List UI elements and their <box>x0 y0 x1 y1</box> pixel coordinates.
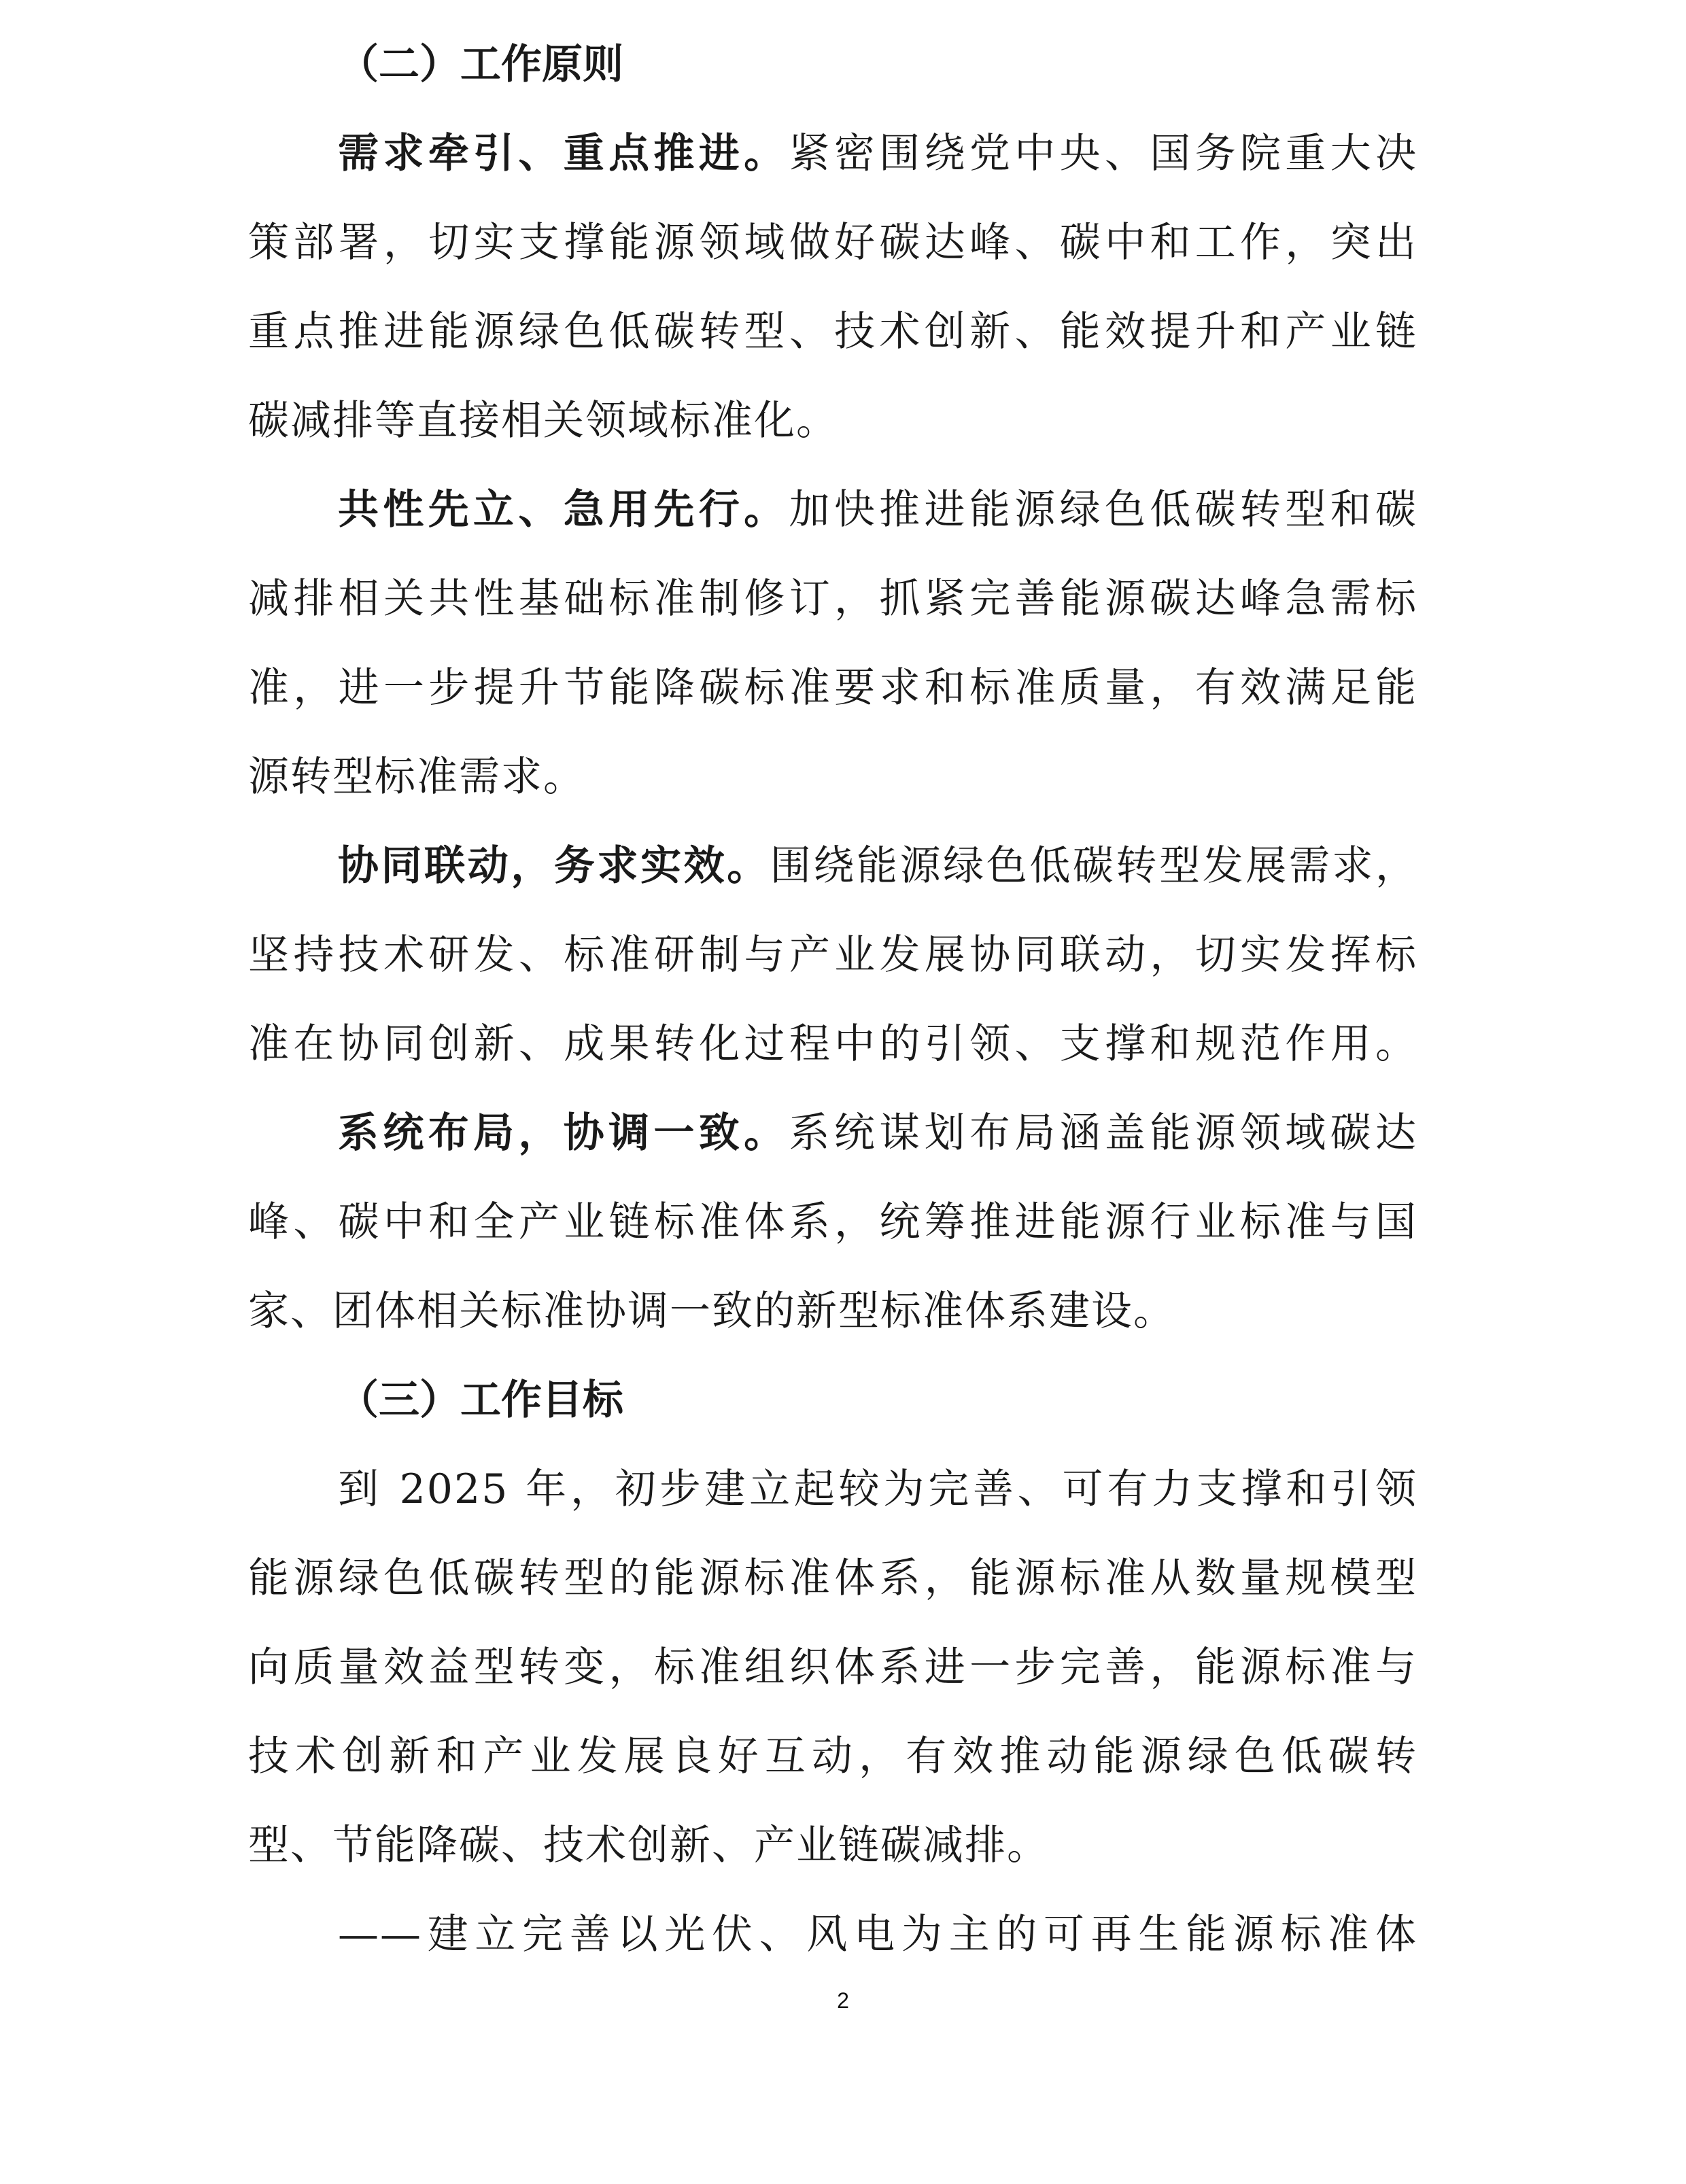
text-line: 技术创新和产业发展良好互动，有效推动能源绿色低碳转 <box>248 1733 1417 1780</box>
text-line: 源转型标准需求。 <box>248 753 585 801</box>
section-heading-principles: （二）工作原则 <box>338 41 623 88</box>
text-line: 重点推进能源绿色低碳转型、技术创新、能效提升和产业链 <box>248 308 1417 356</box>
paragraph-coordination <box>248 822 1417 1089</box>
text-line: 准，进一步提升节能降碳标准要求和标准质量，有效满足能 <box>248 664 1417 712</box>
text-line: 准在协同创新、成果转化过程中的引领、支撑和规范作用。 <box>248 1020 1417 1068</box>
paragraph-lead: 共性先立、急用先行。 <box>338 486 789 534</box>
text-line: 系统谋划布局涵盖能源领域碳达 <box>789 1109 1418 1157</box>
text-line: 向质量效益型转变，标准组织体系进一步完善，能源标准与 <box>248 1644 1417 1691</box>
text-line: 型、节能降碳、技术创新、产业链碳减排。 <box>248 1822 1049 1869</box>
paragraph-lead: 需求牵引、重点推进。 <box>338 130 789 177</box>
text-line: 峰、碳中和全产业链标准体系，统筹推进能源行业标准与国 <box>248 1198 1417 1246</box>
text-line: 能源绿色低碳转型的能源标准体系，能源标准从数量规模型 <box>248 1555 1417 1602</box>
text-line: 坚持技术研发、标准研制与产业发展协同联动，切实发挥标 <box>248 931 1417 979</box>
paragraph-renewable-standards <box>248 1890 1417 1979</box>
text-line: 到 2025 年，初步建立起较为完善、可有力支撑和引领 <box>338 1466 1417 1513</box>
page-content <box>248 20 1417 1979</box>
text-line: 策部署，切实支撑能源领域做好碳达峰、碳中和工作，突出 <box>248 219 1417 266</box>
text-line: 减排相关共性基础标准制修订，抓紧完善能源碳达峰急需标 <box>248 575 1417 623</box>
paragraph-lead: 协同联动，务求实效。 <box>338 842 770 890</box>
text-line: 碳减排等直接相关领域标准化。 <box>248 397 838 445</box>
paragraph-demand-led <box>248 109 1417 466</box>
paragraph-systematic <box>248 1089 1417 1356</box>
text-line: 紧密围绕党中央、国务院重大决 <box>789 130 1418 177</box>
text-line: 家、团体相关标准协调一致的新型标准体系建设。 <box>248 1287 1175 1335</box>
text-line: 围绕能源绿色低碳转型发展需求， <box>770 842 1418 890</box>
page-number: 2 <box>837 1988 849 2013</box>
paragraph-goals-2025 <box>248 1445 1417 1890</box>
section-heading-goals: （三）工作目标 <box>338 1376 623 1424</box>
paragraph-common-first <box>248 466 1417 822</box>
text-line: ——建立完善以光伏、风电为主的可再生能源标准体 <box>338 1911 1417 1958</box>
paragraph-lead: 系统布局，协调一致。 <box>338 1109 789 1157</box>
text-line: 加快推进能源绿色低碳转型和碳 <box>789 486 1418 534</box>
